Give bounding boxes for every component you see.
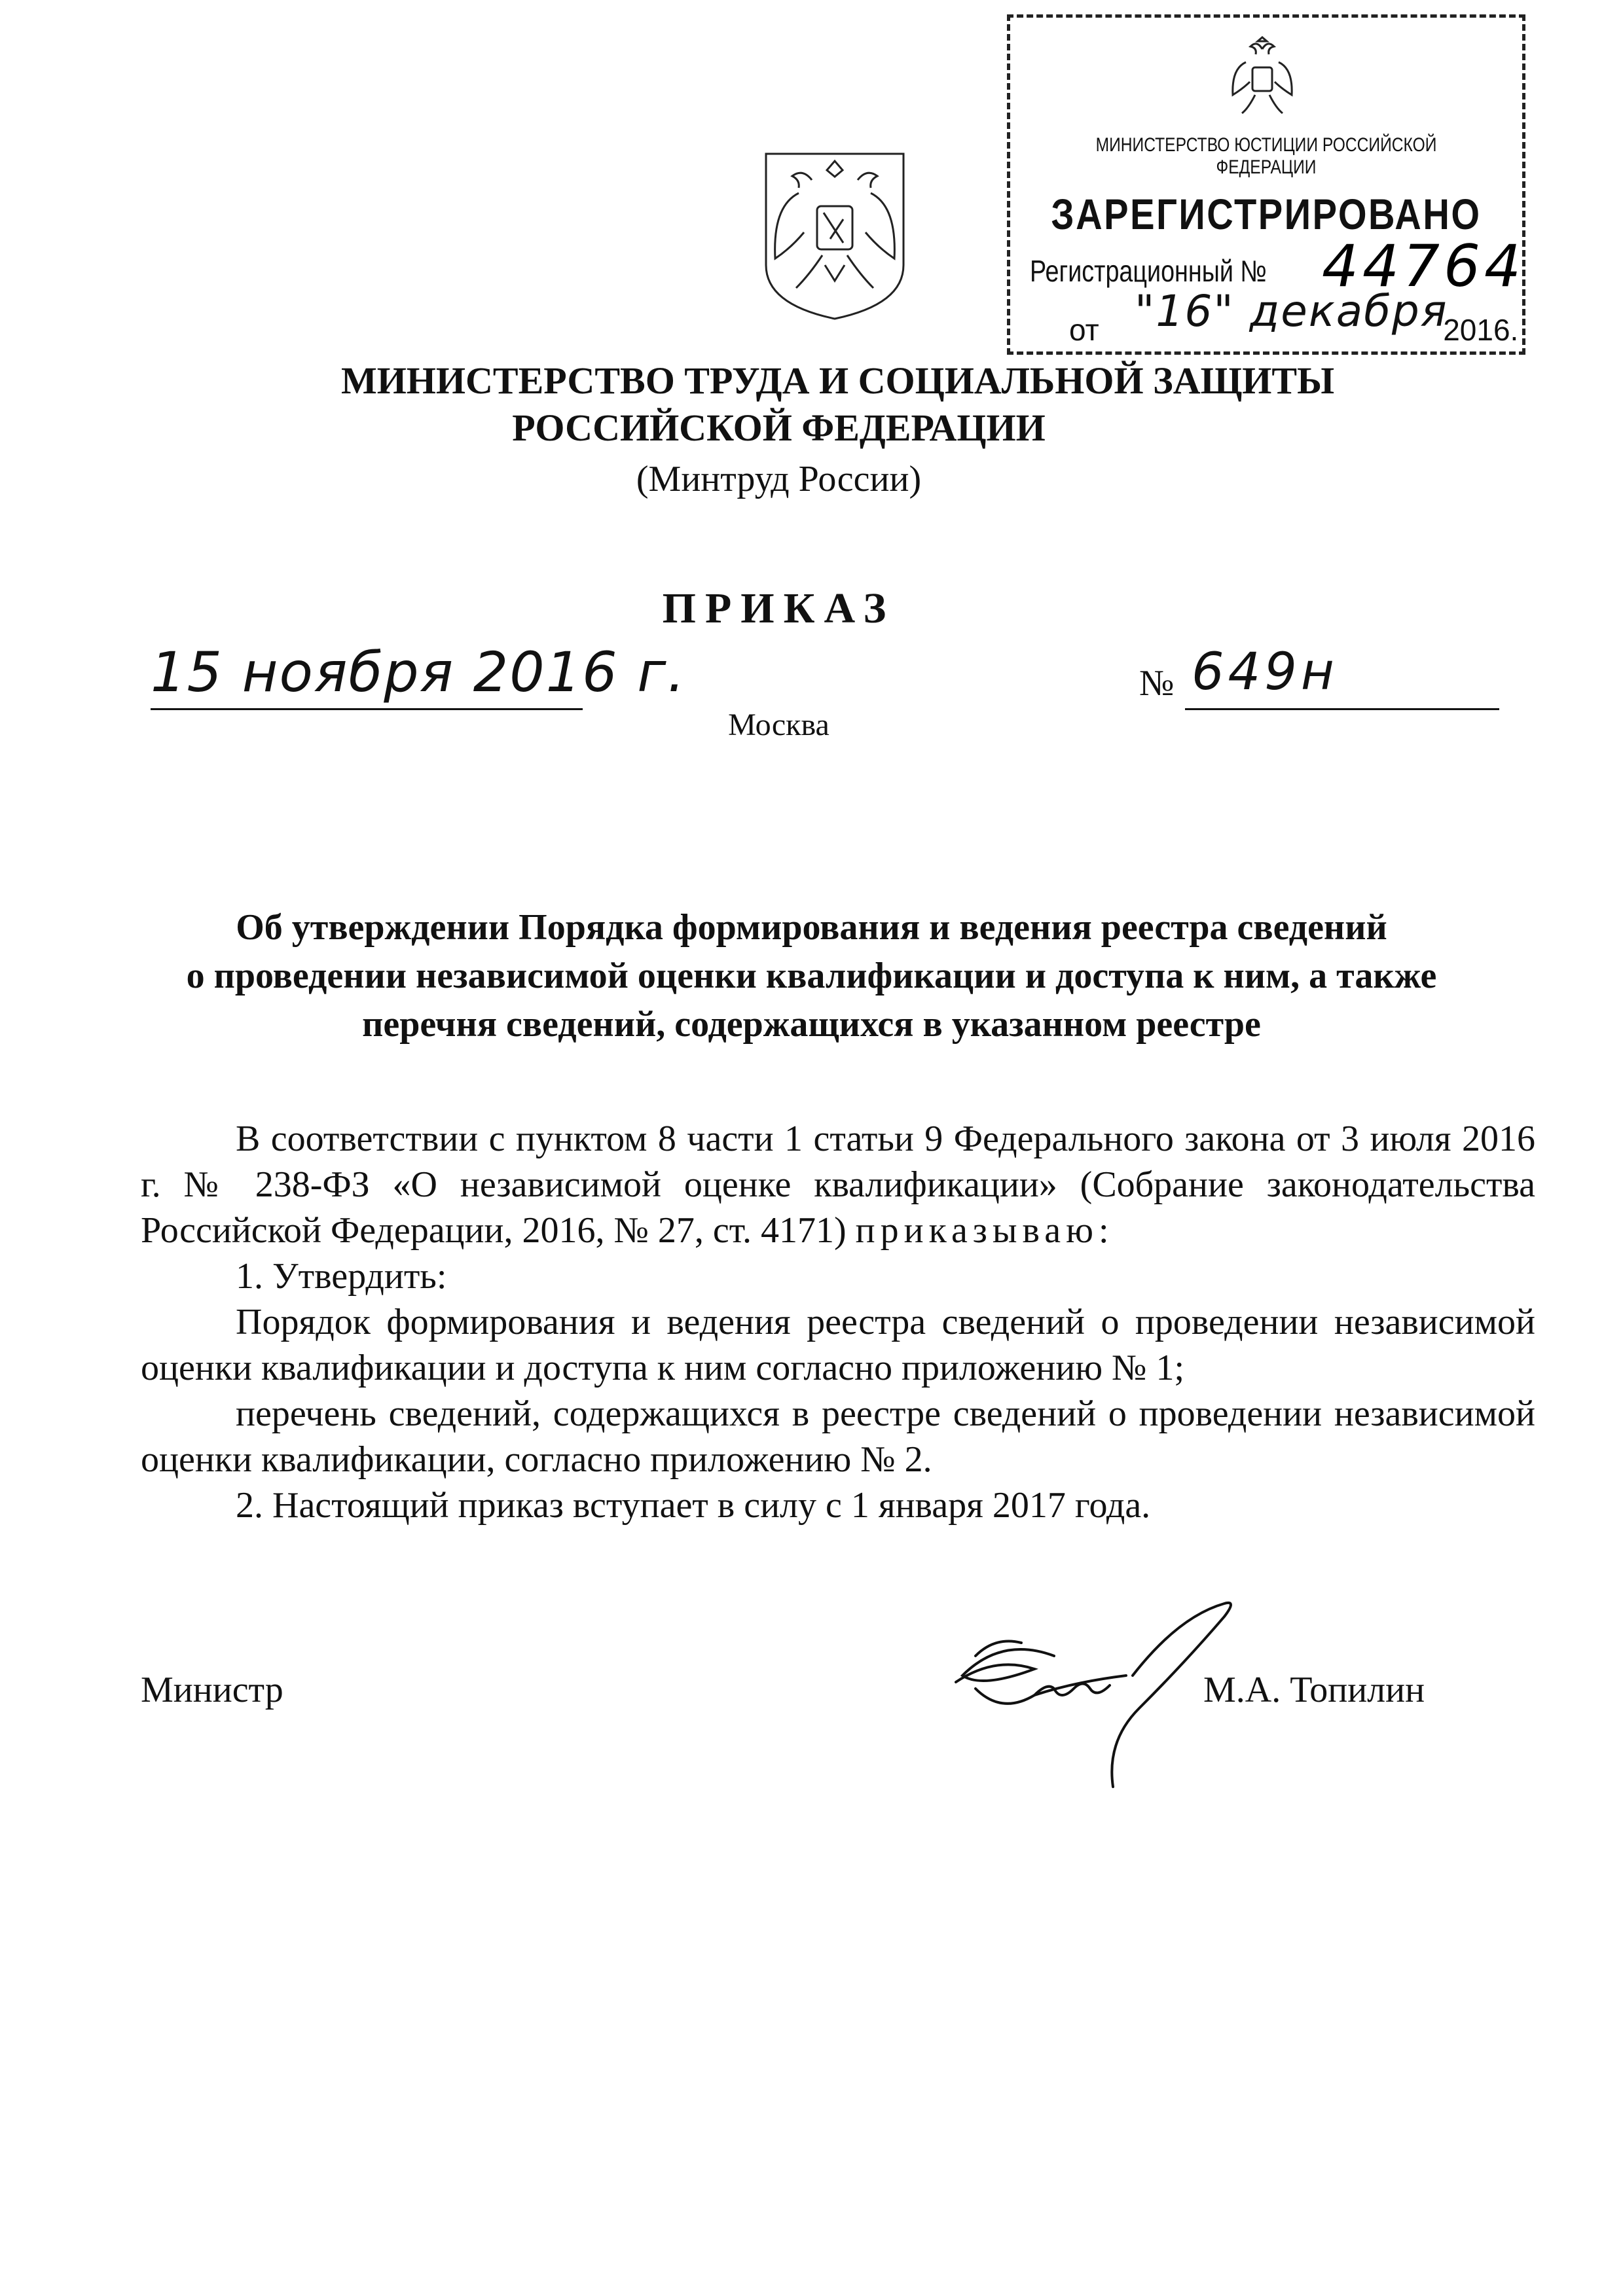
registration-stamp: [1007, 14, 1525, 355]
ministry-title-line2: РОССИЙСКОЙ ФЕДЕРАЦИИ: [512, 406, 1046, 449]
ministry-title-line1: МИНИСТЕРСТВО ТРУДА И СОЦИАЛЬНОЙ ЗАЩИТЫ: [340, 359, 1335, 402]
order-body: [141, 1116, 1535, 1528]
command-word: приказываю:: [855, 1210, 1114, 1251]
coat-of-arms-icon: [759, 147, 910, 324]
stamp-reg-number: 44764: [1322, 232, 1525, 300]
order-number: 649н: [1192, 643, 1338, 702]
stamp-registered: ЗАРЕГИСТРИРОВАНО: [1051, 190, 1482, 238]
subject-line1: Об утверждении Порядка формирования и ведения реестра сведений: [236, 907, 1387, 948]
body-item-1: 1. Утвердить:: [236, 1256, 447, 1297]
body-item-1b: перечень сведений, содержащихся в реестре сведений о проведении независимой оценки квалификации, согласно приложению № 2.: [141, 1393, 1535, 1480]
body-item-1a: Порядок формирования и ведения реестра сведений о проведении независимой оценки квалификации и доступа к ним согласно приложению № 1;: [141, 1302, 1535, 1388]
order-date: 15 ноября 2016 г.: [151, 640, 687, 704]
stamp-date-prefix: от: [1069, 313, 1099, 347]
ministry-short-name: (Минтруд России): [636, 459, 922, 499]
subject-line2: о проведении независимой оценки квалификации и доступа к ним, а также: [186, 956, 1437, 996]
stamp-date-handwritten: "16" декабря: [1135, 286, 1448, 336]
subject-line3: перечня сведений, содержащихся в указанном реестре: [362, 1004, 1261, 1045]
stamp-ministry: МИНИСТЕРСТВО ЮСТИЦИИ РОССИЙСКОЙ ФЕДЕРАЦИИ: [1095, 134, 1437, 178]
order-number-sign: №: [1139, 663, 1175, 704]
order-subject: [0, 903, 1623, 1049]
document-title: ПРИКАЗ: [662, 584, 896, 632]
order-city: Москва: [728, 708, 830, 742]
signatory-position: Министр: [141, 1670, 283, 1710]
body-paragraph-1: В соответствии с пунктом 8 части 1 статьи 9 Федерального закона от 3 июля 2016 г. № 238-ФЗ «О независимой оценке квалификации» (Собрание законодательства Российской Федерации, 2016, № 27, ст. 4171) приказываю:: [141, 1119, 1535, 1251]
signature-icon: [936, 1590, 1244, 1806]
signatory-name: М.А. Топилин: [1203, 1670, 1425, 1710]
coat-of-arms-icon: [1226, 36, 1298, 121]
stamp-date-year: 2016.: [1443, 313, 1519, 347]
body-item-2: 2. Настоящий приказ вступает в силу с 1 января 2017 года.: [236, 1485, 1151, 1526]
stamp-reg-label: Регистрационный №: [1030, 254, 1267, 288]
